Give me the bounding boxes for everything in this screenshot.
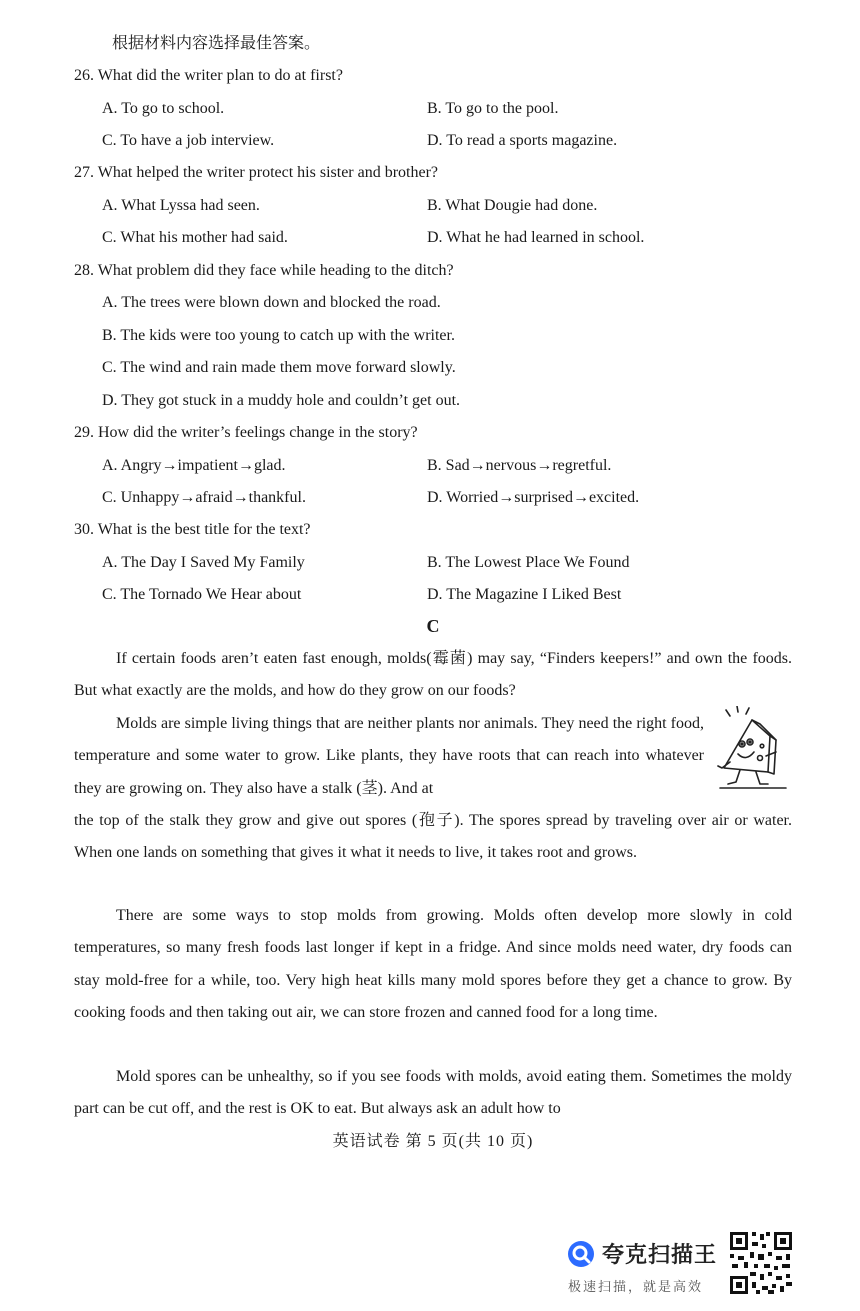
q28-option-b: B. The kids were too young to catch up with the writer. — [102, 327, 455, 344]
passage-paragraph-1: If certain foods aren’t eaten fast enough, molds(霉菌) may say, “Finders keepers!” and own the foods. But what exactly are the molds, and how do they grow on our foods? — [74, 650, 792, 700]
q30-option-a: A. The Day I Saved My Family — [102, 554, 305, 571]
q27-option-c: C. What his mother had said. — [102, 229, 288, 246]
cheese-cartoon-illustration — [716, 706, 792, 796]
q29-option-a: A. Angry→impatient→glad. — [102, 457, 286, 474]
q27-option-d: D. What he had learned in school. — [427, 229, 645, 246]
q26-option-b: B. To go to the pool. — [427, 100, 559, 117]
q26-option-c: C. To have a job interview. — [102, 132, 275, 149]
passage-paragraph-4: Mold spores can be unhealthy, so if you see foods with molds, avoid eating them. Sometimes the moldy part can be cut off, and the rest is OK to eat. But always ask an adult how to — [74, 1068, 792, 1118]
scanner-watermark — [566, 1234, 726, 1294]
instruction: 根据材料内容选择最佳答案。 — [112, 35, 321, 52]
passage-paragraph-2a: Molds are simple living things that are neither plants nor animals. They need the right food, temperature and some water to grow. Like plants, they have roots that can reach into whatever they are growing on. They also have a stalk (茎). And at — [74, 715, 704, 797]
question-27: 27. What helped the writer protect his sister and brother? — [74, 164, 439, 181]
passage-paragraph-2b: the top of the stalk they grow and give out spores (孢子). The spores spread by traveling over air or water. When one lands on something that gives it what it needs to live, it takes root and grows. — [74, 812, 792, 862]
q27-option-a: A. What Lyssa had seen. — [102, 197, 260, 214]
scanner-logo-icon — [566, 1239, 596, 1269]
page-footer: 英语试卷 第 5 页(共 10 页) — [332, 1133, 534, 1150]
scanner-tagline: 极速扫描，就是高效 — [568, 1280, 704, 1295]
question-26: 26. What did the writer plan to do at first? — [74, 67, 343, 84]
q29-option-d: D. Worried→surprised→excited. — [427, 489, 640, 506]
q30-option-b: B. The Lowest Place We Found — [427, 554, 630, 571]
scanner-brand-name: 夸克扫描王 — [602, 1243, 718, 1268]
q27-option-b: B. What Dougie had done. — [427, 197, 598, 214]
q29-option-b: B. Sad→nervous→regretful. — [427, 457, 612, 474]
question-28: 28. What problem did they face while heading to the ditch? — [74, 262, 454, 279]
q30-option-d: D. The Magazine I Liked Best — [427, 586, 622, 603]
passage-paragraph-3: There are some ways to stop molds from growing. Molds often develop more slowly in cold temperatures, so many fresh foods last longer if kept in a fridge. And since molds need water, dry foods can stay mold-free for a while, too. Very high heat kills many mold spores before they get a chance to grow. By cooking foods and then taking out air, we can store frozen and canned food for a long time. — [74, 907, 792, 1021]
q28-option-c: C. The wind and rain made them move forward slowly. — [102, 359, 456, 376]
q26-option-d: D. To read a sports magazine. — [427, 132, 618, 149]
q26-option-a: A. To go to school. — [102, 100, 225, 117]
q29-option-c: C. Unhappy→afraid→thankful. — [102, 489, 306, 506]
question-29: 29. How did the writer’s feelings change in the story? — [74, 424, 418, 441]
q28-option-a: A. The trees were blown down and blocked the road. — [102, 294, 441, 311]
question-30: 30. What is the best title for the text? — [74, 521, 311, 538]
section-heading: C — [426, 616, 440, 636]
q28-option-d: D. They got stuck in a muddy hole and couldn’t get out. — [102, 392, 461, 409]
qr-code-icon — [728, 1230, 794, 1296]
q30-option-c: C. The Tornado We Hear about — [102, 586, 302, 603]
